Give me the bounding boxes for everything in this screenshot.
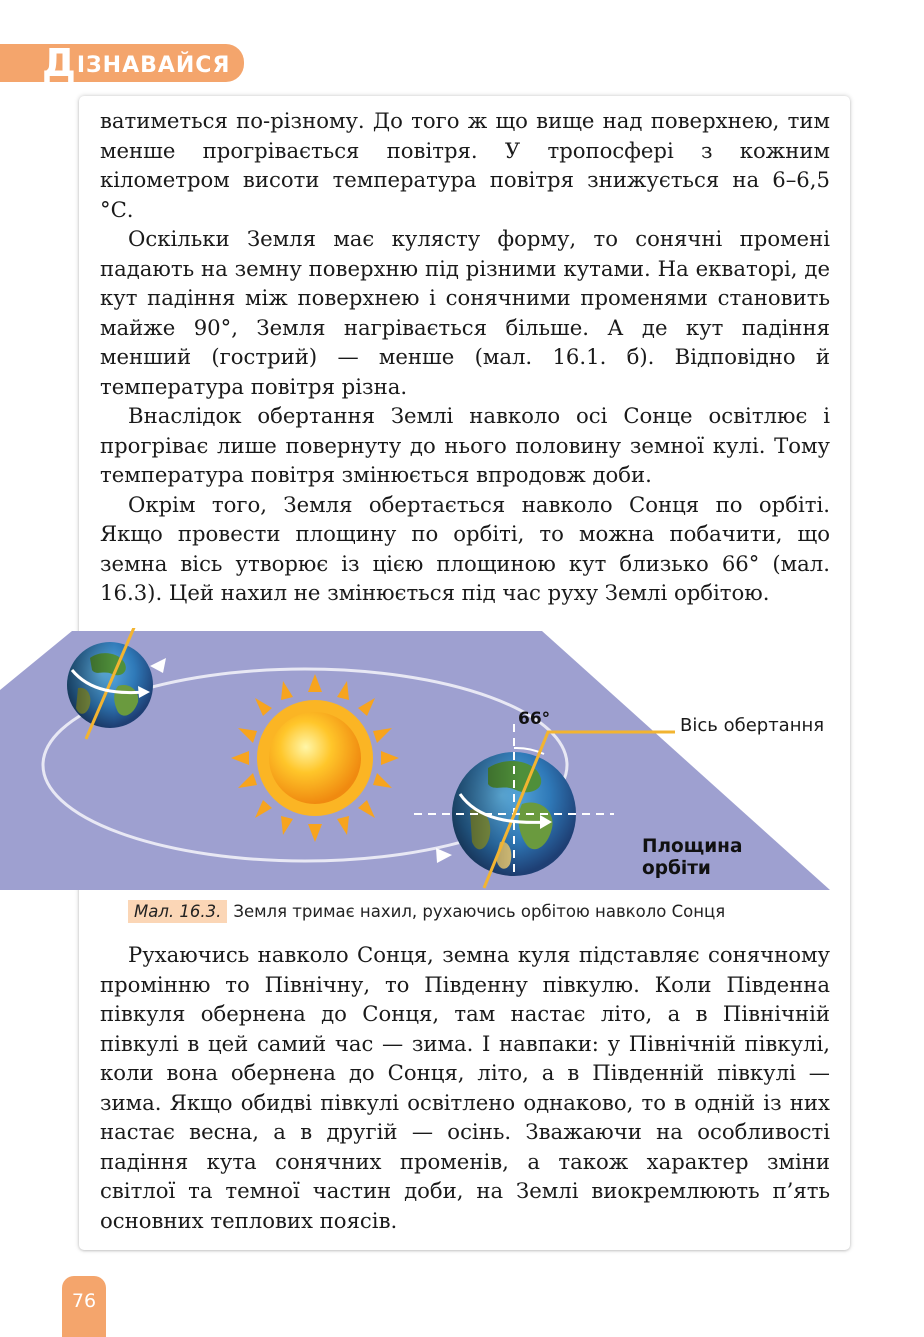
plane-label-line1: Площина <box>642 836 743 857</box>
axis-label: Вісь обертання <box>680 715 825 736</box>
text-bottom <box>100 940 830 1235</box>
section-title-rest: ІЗНАВАЙСЯ <box>76 53 231 78</box>
plane-label-line2: орбіти <box>642 858 711 879</box>
paragraph: Рухаючись навколо Сонця, земна куля підставляє сонячному промінню то Північну, то Південну півкулю. Коли Південна півкуля обернена до Сонця, там настає літо, а в Північній півкулі в цей самий час — зима. І навпаки: у Північній півкулі, коли вона обернена до Сонця, літо, а в Південній півкулі — зима. Якщо обидві півкулі освітлено однаково, то в одній із них настає весна, а в другій — осінь. Зважаючи на особливості падіння кута сонячних променів, а також характер зміни світлої та темної частин доби, на Землі виокремлюють п’ять основних теплових поясів. <box>100 942 830 1233</box>
angle-label: 66° <box>518 709 551 729</box>
plane-label <box>642 836 742 880</box>
section-title-initial: Д <box>42 41 77 85</box>
paragraph: Окрім того, Земля обертається навколо Сонця по орбіті. Якщо провести площину по орбіті, то можна побачити, що земна вісь утворює із цією площиною кут близько 66° (мал. 16.3). Цей нахил не змінюється під час руху Землі орбітою. <box>100 491 830 605</box>
page-number: 76 <box>71 1290 97 1312</box>
paragraph: Внаслідок обертання Землі навколо осі Сонце освітлює і прогріває лише повернуту до нього половину земної кулі. Тому температура повітря змінюється впродовж доби. <box>100 403 830 487</box>
caption-tag: Мал. 16.3. <box>128 900 227 923</box>
figure-caption <box>128 898 725 926</box>
text-top <box>100 106 830 608</box>
paragraph: Оскільки Земля має кулясту форму, то сонячні промені падають на земну поверхню під різними кутами. На екваторі, де кут падіння між поверхнею і сонячними променями становить майже 90°, Земля нагрівається більше. А де кут падіння менший (гострий) — менше (мал. 16.1. б). Відповідно й температура повітря різна. <box>100 226 830 399</box>
orbit-figure <box>0 628 924 896</box>
caption-text: Земля тримає нахил, рухаючись орбітою навколо Сонця <box>233 902 726 921</box>
page-number-tab <box>62 1276 106 1337</box>
paragraph: ватиметься по-різному. До того ж що вище над поверхнею, тим менше прогрівається повітря. У тропосфері з кожним кілометром висоти температура повітря знижується на 6–6,5 °С. <box>100 108 830 222</box>
section-title <box>42 41 231 85</box>
